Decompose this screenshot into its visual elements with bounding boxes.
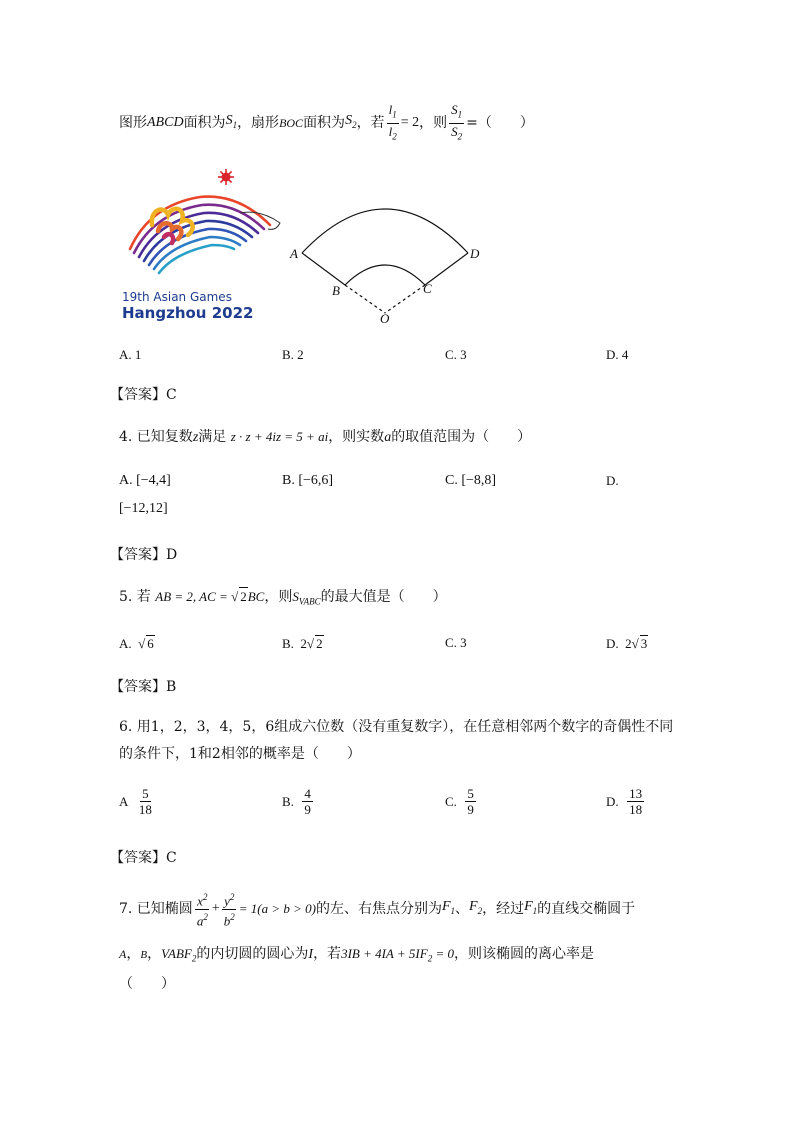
q7-b: B <box>140 949 148 961</box>
q4-answer: 【答案】D <box>110 547 178 563</box>
q3-option-a[interactable]: A. 1 <box>119 347 142 362</box>
logo-emblem-icon <box>120 165 295 325</box>
q6-option-b[interactable]: B. $\frac{4}{9}$ <box>282 786 311 817</box>
label-d: D <box>470 246 480 261</box>
q3-then: ，则 <box>419 115 448 131</box>
q3-option-b[interactable]: B. 2 <box>282 347 304 362</box>
q7-frac-x: $\frac{x^2}{a^2}$ <box>196 892 208 928</box>
label-b: B <box>332 283 340 298</box>
q4-stem-c: ，则实数 <box>328 429 385 445</box>
q3-tail: =（ ） <box>466 115 534 131</box>
q7-stem-b: 的左、右焦点分别为 <box>315 901 442 917</box>
q6-line1: 6. 用1，2，3，4，5，6组成六位数（没有重复数字），在任意相邻两个数字的奇偶性不同 <box>119 719 674 735</box>
q3-eq2: = 2 <box>400 115 420 130</box>
q3-option-c[interactable]: C. 3 <box>445 347 467 362</box>
q4-stem-a: 4. 已知复数 <box>119 429 193 445</box>
q7-frac-y: $\frac{y^2}{b^2}$ <box>223 892 235 928</box>
q7-if: ，若 <box>313 946 342 962</box>
sector-figure <box>284 190 494 330</box>
q3-s2: $S_2$ <box>345 113 357 130</box>
q7-stem-c: ，经过 <box>482 901 525 917</box>
logo-line2: Hangzhou 2022 <box>122 304 254 322</box>
q3-fraction-l: $\frac{l_1}{l_2}$ <box>388 101 397 142</box>
q7-f1: $F_1$ <box>441 899 456 916</box>
q4-a: a <box>384 430 392 445</box>
q6-option-c[interactable]: C. $\frac{5}{9}$ <box>445 786 474 817</box>
q5-stem-a: 5. 若 <box>119 589 151 605</box>
q7-plus: + <box>211 901 220 916</box>
q7-f2: $F_2$ <box>469 899 483 916</box>
q7-line2 <box>119 945 594 968</box>
label-a: A <box>290 246 298 261</box>
q7-line1 <box>119 888 635 930</box>
q7-stem-incircle: 的内切圆的圆心为 <box>196 946 309 962</box>
label-o: O <box>380 311 390 326</box>
sector-diagram <box>284 190 494 330</box>
label-c: C <box>423 281 432 296</box>
asian-games-logo <box>120 165 295 325</box>
q4-option-a[interactable]: A. [−4,4] <box>119 473 171 488</box>
q6-answer: 【答案】C <box>110 850 177 866</box>
q4-stem-b: 满足 <box>198 429 227 445</box>
q5-s: $S_{VABC}$ <box>292 589 321 607</box>
q6-option-d[interactable]: D. $\frac{13}{18}$ <box>606 786 643 817</box>
q5-stem-b: ，则 <box>264 589 293 605</box>
segment-co <box>385 285 425 313</box>
q7-eq: = 1(a > b > 0) <box>238 901 316 916</box>
q5-answer: 【答案】B <box>110 679 177 695</box>
q7-comma: ， <box>126 946 141 962</box>
q3-fraction-s: $\frac{S_1}{S_2}$ <box>451 101 463 142</box>
q5-option-c[interactable]: C. 3 <box>445 635 467 650</box>
q4-option-b[interactable]: B. [−6,6] <box>282 473 334 488</box>
q7-sep: 、 <box>455 901 470 917</box>
q3-area1: 面积为 <box>183 115 226 131</box>
q4-z: z <box>192 430 199 445</box>
q7-stem-ecc: ，则该椭圆的离心率是 <box>453 946 594 962</box>
q3-abcd: ABCD <box>147 115 184 130</box>
inner-arc <box>345 265 425 285</box>
q3-text-prefix: 图形 <box>119 115 147 131</box>
q5-expr-b: BC <box>247 589 265 604</box>
q7-line3: （ ） <box>119 976 175 992</box>
q6-option-a[interactable]: A $\frac{5}{18}$ <box>119 786 152 817</box>
q3-answer: 【答案】C <box>110 387 177 403</box>
q7-f1b: $F_1$ <box>524 899 538 916</box>
segment-bo <box>345 285 385 313</box>
q7-a: A <box>119 947 127 961</box>
logo-line1: 19th Asian Games <box>122 290 232 304</box>
q7-vector-expr: $3IB + 4IA + 5IF_2 = 0$ <box>341 946 454 964</box>
q3-area2: 面积为 <box>303 115 346 131</box>
q4-option-d-value: [−12,12] <box>119 501 168 516</box>
q3-tail-line <box>119 103 534 143</box>
q3-if: ，若 <box>356 115 385 131</box>
q7-i: I <box>308 947 314 962</box>
q3-option-d[interactable]: D. 4 <box>606 347 629 362</box>
q3-mid: ，扇形 <box>237 115 280 131</box>
q7-stem-a: 7. 已知椭圆 <box>119 901 193 917</box>
q6-line2: 的条件下，1和2相邻的概率是（ ） <box>119 746 361 762</box>
q5-option-b[interactable]: B. 2√ 2 <box>282 636 323 651</box>
q5-option-d[interactable]: D. 2√ 3 <box>606 636 648 651</box>
q5-option-a[interactable]: A. √ 6 <box>119 636 154 651</box>
q4-option-d[interactable]: D. <box>606 473 619 488</box>
q5-stem: 5. 若 AB = 2, AC = √ 2BC，则$S_{VABC}$的最大值是（ ） <box>119 589 447 607</box>
q5-sqrt2: 2 <box>240 589 247 604</box>
q4-expression: z · z + 4iz = 5 + ai <box>230 429 329 444</box>
segment-ab <box>302 253 345 285</box>
q3-s1: $S_1$ <box>225 113 238 130</box>
q5-stem-c: 的最大值是（ ） <box>320 589 447 605</box>
q7-triangle: $VABF_2$ <box>161 946 197 964</box>
q4-stem-d: 的取值范围为（ ） <box>391 429 532 445</box>
q7-comma2: ， <box>147 946 162 962</box>
q5-expr-a: AB = 2, AC = <box>155 589 232 604</box>
q4-option-c[interactable]: C. [−8,8] <box>445 473 497 488</box>
outer-arc <box>302 209 468 253</box>
q4-stem <box>119 428 531 447</box>
q3-boc: BOC <box>279 116 304 130</box>
q7-stem-d: 的直线交椭圆于 <box>537 901 636 917</box>
